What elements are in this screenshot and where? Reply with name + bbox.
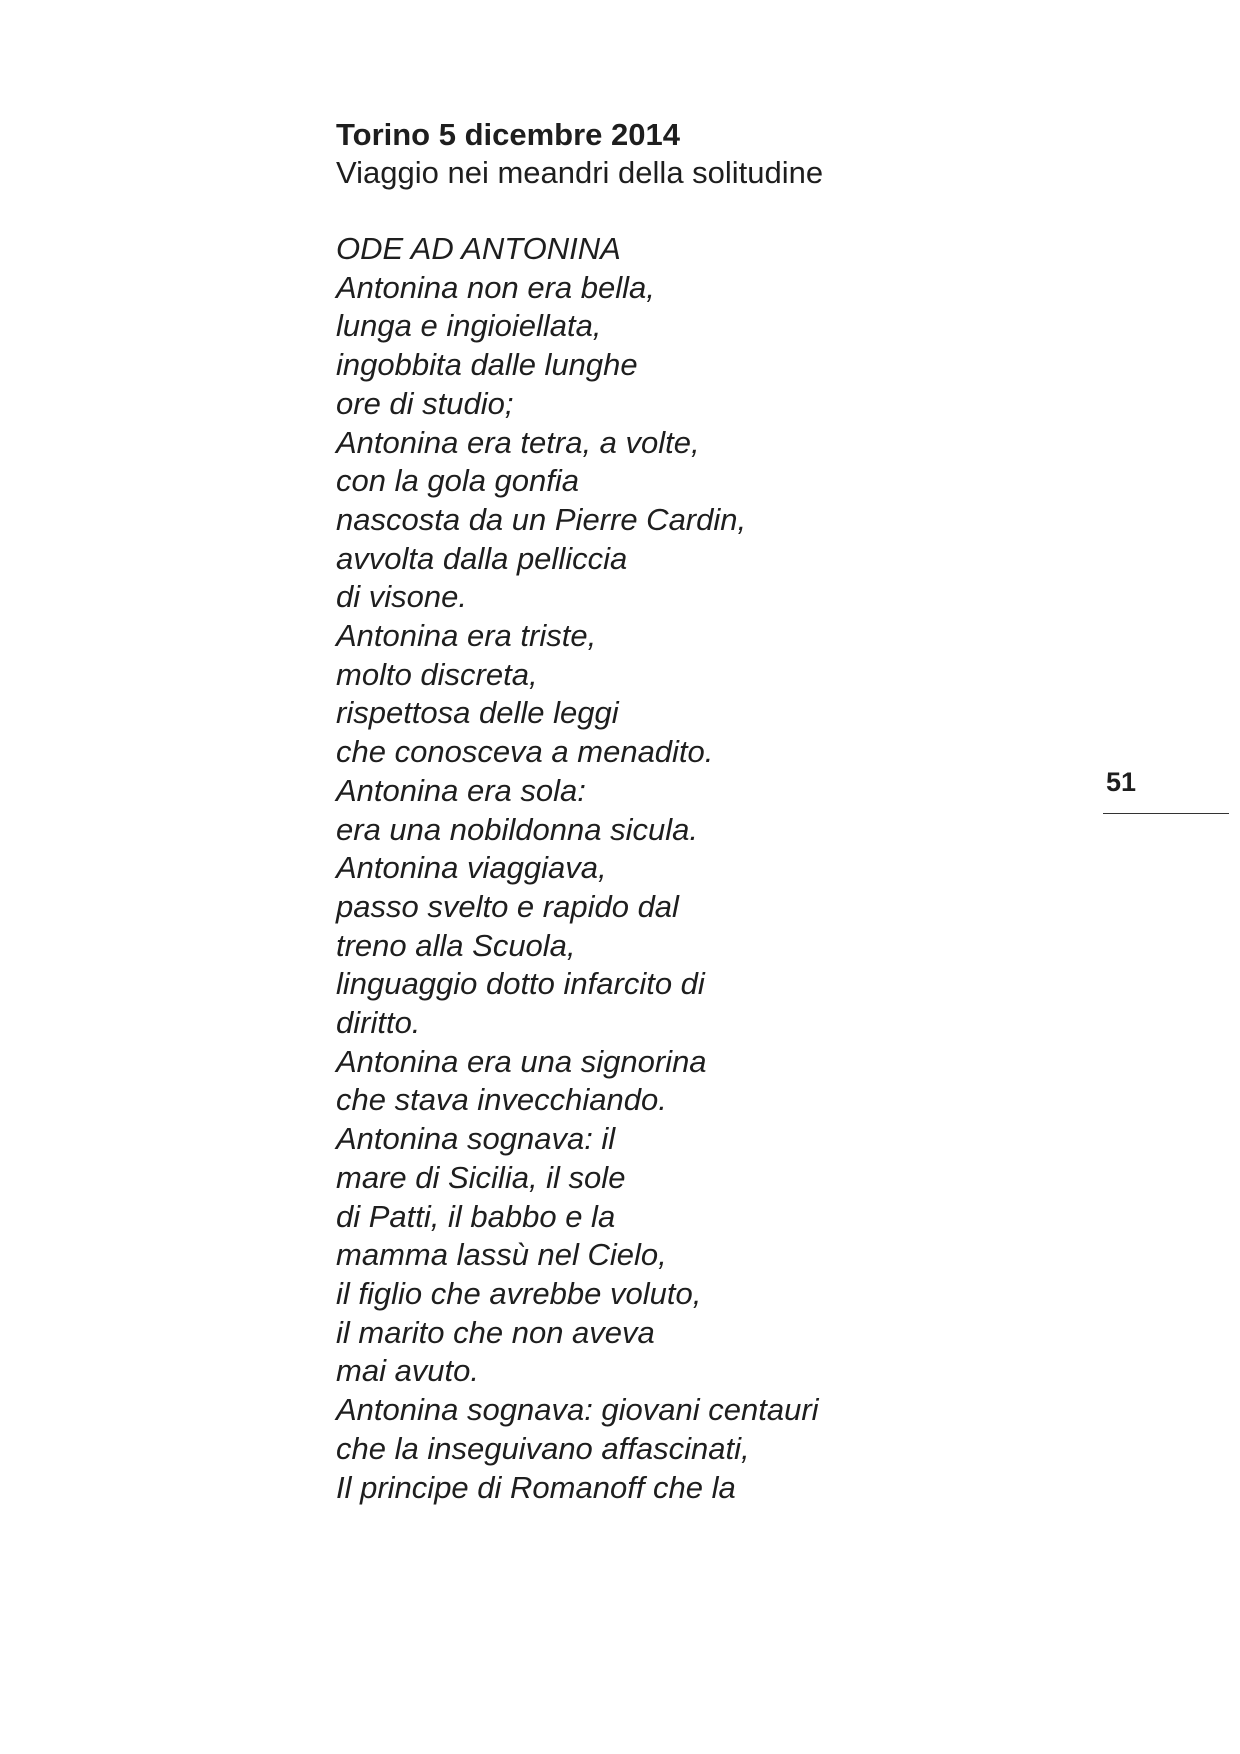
poem-line: avvolta dalla pelliccia [336, 540, 628, 576]
text-block [336, 116, 956, 1507]
entry-date: Torino 5 dicembre 2014 [336, 117, 680, 152]
poem-line: lunga e ingioiellata, [336, 308, 602, 344]
poem-line: Antonina sognava: il [336, 1121, 616, 1157]
poem-line: Antonina non era bella, [336, 269, 655, 305]
poem-line: treno alla Scuola, [336, 927, 576, 963]
page-number: 51 [1106, 767, 1137, 797]
poem-title: ODE AD ANTONINA [336, 231, 621, 266]
poem-line: il figlio che avrebbe voluto, [336, 1275, 702, 1311]
poem-line: nascosta da un Pierre Cardin, [336, 501, 747, 537]
poem-line: Antonina era sola: [336, 772, 586, 808]
poem-line: che stava invecchiando. [336, 1082, 667, 1118]
poem-line: Antonina era una signorina [336, 1043, 707, 1079]
poem-line: mai avuto. [336, 1353, 480, 1389]
page-number-rule [1103, 813, 1229, 814]
poem-line: che conosceva a menadito. [336, 734, 714, 770]
poem-line: era una nobildonna sicula. [336, 811, 698, 847]
poem-line: di Patti, il babbo e la [336, 1198, 616, 1234]
poem-line: ore di studio; [336, 385, 514, 421]
poem-line: il marito che non aveva [336, 1314, 655, 1350]
poem-body [336, 269, 956, 1508]
poem-line: diritto. [336, 1005, 421, 1041]
poem-line: mare di Sicilia, il sole [336, 1159, 626, 1195]
poem-line: Antonina sognava: giovani centauri [336, 1392, 819, 1428]
poem-line: di visone. [336, 579, 467, 615]
poem-line: passo svelto e rapido dal [336, 888, 679, 924]
poem-line: Antonina viaggiava, [336, 850, 607, 886]
poem-line: Il principe di Romanoff che la [336, 1469, 736, 1505]
poem-line: linguaggio dotto infarcito di [336, 966, 705, 1002]
poem-line: mamma lassù nel Cielo, [336, 1237, 667, 1273]
poem-line: rispettosa delle leggi [336, 695, 619, 731]
poem-line: Antonina era triste, [336, 618, 597, 654]
poem-line: che la inseguivano affascinati, [336, 1430, 750, 1466]
entry-subtitle: Viaggio nei meandri della solitudine [336, 155, 824, 190]
poem-line: con la gola gonfia [336, 463, 580, 499]
poem-line: ingobbita dalle lunghe [336, 347, 638, 383]
poem-line: molto discreta, [336, 656, 538, 692]
poem-line: Antonina era tetra, a volte, [336, 424, 700, 460]
